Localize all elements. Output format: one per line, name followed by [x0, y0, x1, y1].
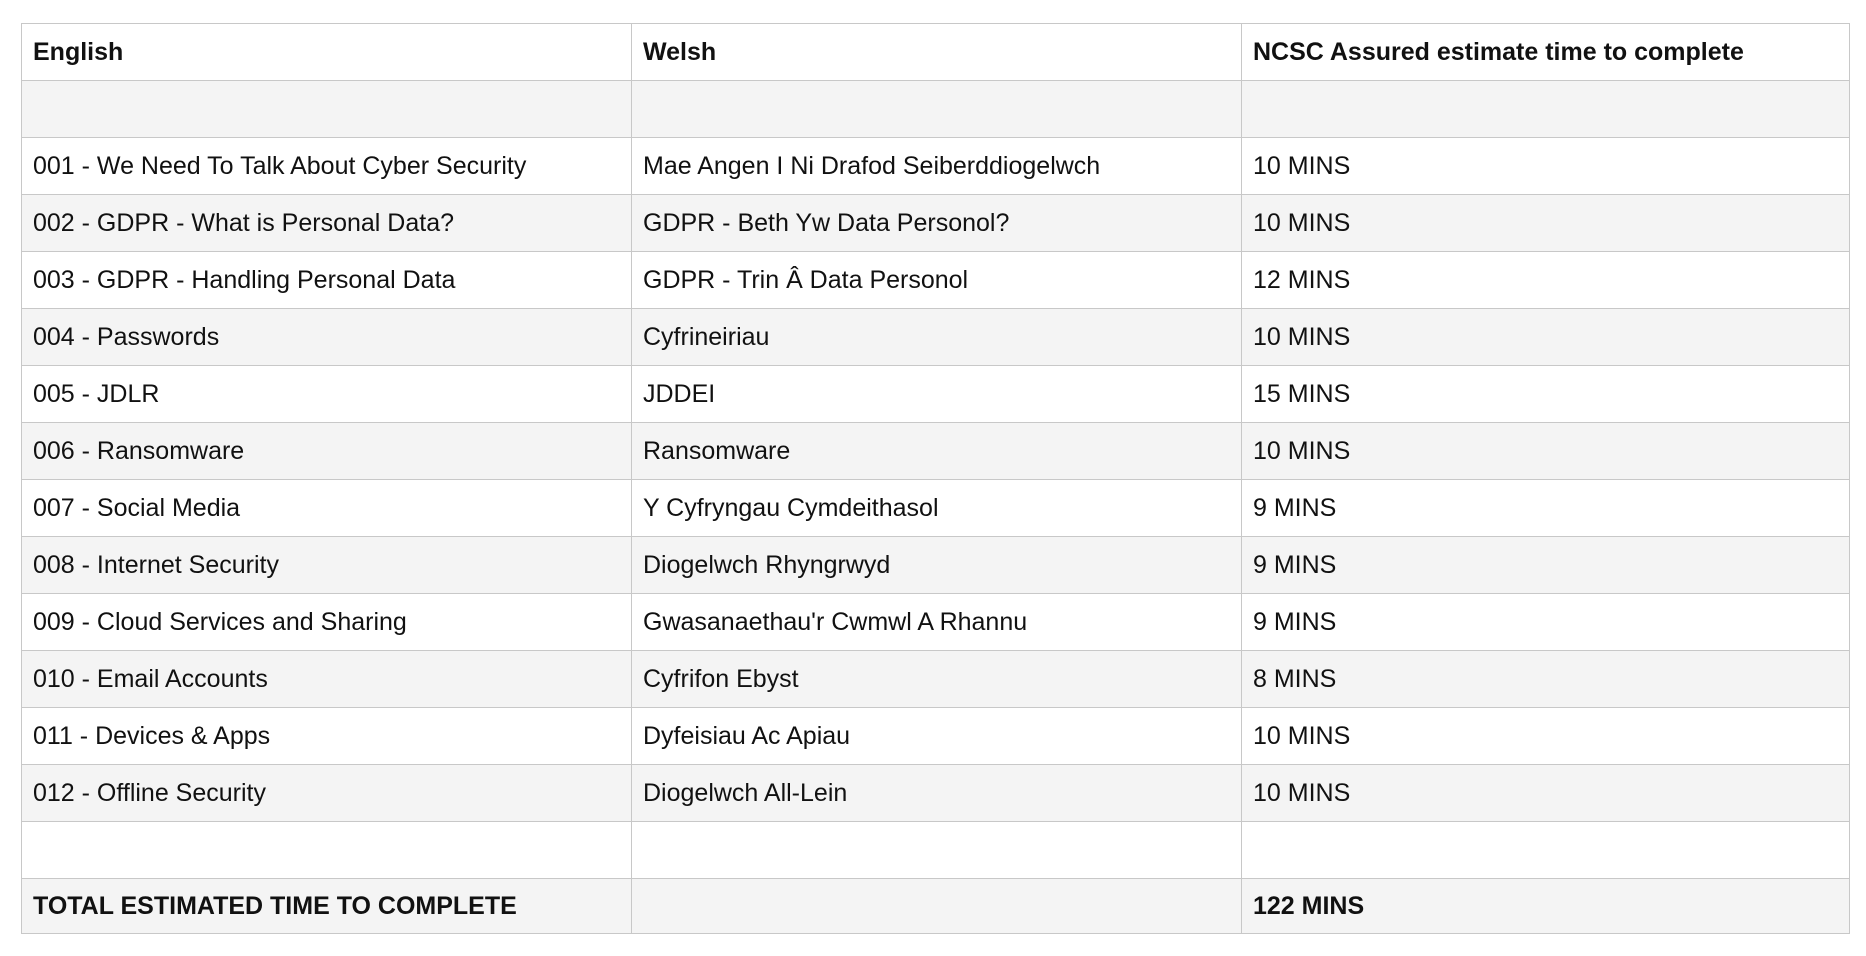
cell-welsh: GDPR - Beth Yw Data Personol?	[632, 195, 1242, 252]
table-row	[22, 252, 1850, 309]
table-row	[22, 366, 1850, 423]
cell-english: 008 - Internet Security	[22, 537, 632, 594]
header-english: English	[22, 24, 632, 81]
table-row-blank	[22, 81, 1850, 138]
cell-english: 010 - Email Accounts	[22, 651, 632, 708]
header-row	[22, 24, 1850, 81]
table-row	[22, 309, 1850, 366]
cell-time	[1242, 81, 1850, 138]
table-row	[22, 195, 1850, 252]
cell-welsh: Dyfeisiau Ac Apiau	[632, 708, 1242, 765]
cell-welsh: Ransomware	[632, 423, 1242, 480]
cell-english: 012 - Offline Security	[22, 765, 632, 822]
cell-time: 10 MINS	[1242, 309, 1850, 366]
cell-english: 003 - GDPR - Handling Personal Data	[22, 252, 632, 309]
cell-time: 8 MINS	[1242, 651, 1850, 708]
total-row	[22, 879, 1850, 934]
cell-welsh: Mae Angen I Ni Drafod Seiberddiogelwch	[632, 138, 1242, 195]
cell-welsh: JDDEI	[632, 366, 1242, 423]
cell-english: 002 - GDPR - What is Personal Data?	[22, 195, 632, 252]
table-row	[22, 138, 1850, 195]
cell-time: 9 MINS	[1242, 480, 1850, 537]
cell-english: 007 - Social Media	[22, 480, 632, 537]
cell-time: 9 MINS	[1242, 594, 1850, 651]
cell-welsh: Diogelwch All-Lein	[632, 765, 1242, 822]
table-row	[22, 651, 1850, 708]
cell-english: 004 - Passwords	[22, 309, 632, 366]
cell-time: 10 MINS	[1242, 138, 1850, 195]
table-row	[22, 537, 1850, 594]
header-welsh: Welsh	[632, 24, 1242, 81]
table-row	[22, 480, 1850, 537]
cell-welsh: Cyfrineiriau	[632, 309, 1242, 366]
cell-time: 12 MINS	[1242, 252, 1850, 309]
cell-welsh	[632, 822, 1242, 879]
cell-welsh: Cyfrifon Ebyst	[632, 651, 1242, 708]
cell-english	[22, 81, 632, 138]
total-time: 122 MINS	[1242, 879, 1850, 934]
cell-english: 011 - Devices & Apps	[22, 708, 632, 765]
cell-welsh: Gwasanaethau'r Cwmwl A Rhannu	[632, 594, 1242, 651]
cell-time: 15 MINS	[1242, 366, 1850, 423]
course-table	[21, 23, 1850, 934]
cell-welsh: Diogelwch Rhyngrwyd	[632, 537, 1242, 594]
cell-time: 10 MINS	[1242, 765, 1850, 822]
cell-welsh: Y Cyfryngau Cymdeithasol	[632, 480, 1242, 537]
cell-english: 009 - Cloud Services and Sharing	[22, 594, 632, 651]
cell-welsh: GDPR - Trin Â Data Personol	[632, 252, 1242, 309]
table-row-blank	[22, 822, 1850, 879]
table-row	[22, 423, 1850, 480]
cell-english: 006 - Ransomware	[22, 423, 632, 480]
cell-time	[1242, 822, 1850, 879]
cell-time: 10 MINS	[1242, 708, 1850, 765]
cell-english: 001 - We Need To Talk About Cyber Security	[22, 138, 632, 195]
cell-time: 9 MINS	[1242, 537, 1850, 594]
cell-welsh	[632, 81, 1242, 138]
course-table-container	[21, 23, 1849, 934]
cell-english	[22, 822, 632, 879]
cell-time: 10 MINS	[1242, 423, 1850, 480]
table-row	[22, 765, 1850, 822]
table-row	[22, 594, 1850, 651]
cell-english: 005 - JDLR	[22, 366, 632, 423]
table-row	[22, 708, 1850, 765]
cell-time: 10 MINS	[1242, 195, 1850, 252]
total-label: TOTAL ESTIMATED TIME TO COMPLETE	[22, 879, 632, 934]
total-welsh-cell	[632, 879, 1242, 934]
header-estimate-time: NCSC Assured estimate time to complete	[1242, 24, 1850, 81]
